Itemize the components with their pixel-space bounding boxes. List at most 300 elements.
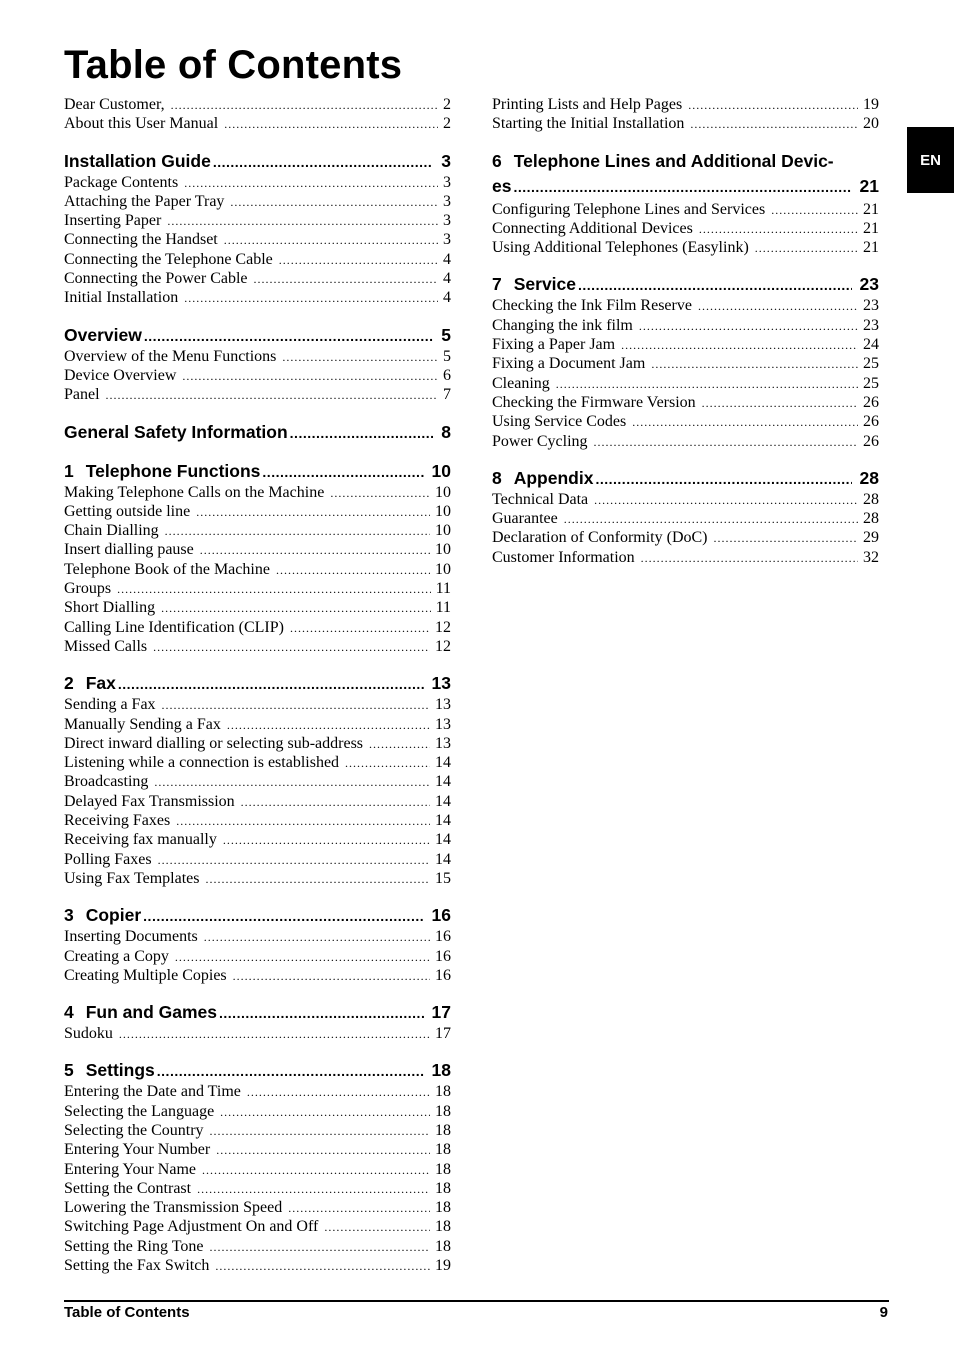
- toc-section-heading[interactable]: [492, 149, 879, 200]
- toc-entry[interactable]: [492, 528, 879, 547]
- toc-entry-title: Telephone Book of the Machine: [64, 560, 270, 578]
- toc-page-number: 3: [443, 192, 451, 210]
- toc-page-number: 4: [443, 289, 451, 307]
- toc-page-number: 11: [435, 599, 451, 617]
- toc-section-heading[interactable]: [64, 903, 451, 927]
- toc-section-heading[interactable]: [64, 671, 451, 695]
- toc-page-number: 16: [435, 947, 451, 965]
- toc-entry-title: Overview of the Menu Functions: [64, 347, 277, 365]
- toc-dot-leader: [690, 115, 858, 134]
- toc-dot-leader: [162, 696, 430, 715]
- toc-section-number: 6: [492, 150, 502, 171]
- toc-entry-title: Groups: [64, 580, 112, 598]
- toc-page-number: 16: [431, 905, 451, 926]
- toc-heading-title: Fun and Games: [85, 1002, 218, 1023]
- toc-entry[interactable]: [64, 385, 451, 404]
- toc-heading-title: Installation Guide: [64, 150, 211, 171]
- toc-entry[interactable]: [64, 811, 451, 830]
- toc-entry[interactable]: [64, 869, 451, 888]
- toc-entry[interactable]: [492, 393, 879, 412]
- toc-dot-leader: [117, 580, 430, 599]
- toc-entry[interactable]: [492, 238, 879, 257]
- toc-entry-title: Entering Your Name: [64, 1160, 196, 1178]
- toc-section-heading[interactable]: [492, 272, 879, 296]
- toc-page-number: 28: [863, 490, 879, 508]
- toc-entry-title: Sending a Fax: [64, 696, 156, 714]
- toc-page-number: 14: [435, 850, 451, 868]
- toc-entry[interactable]: [492, 354, 879, 373]
- toc-dot-leader: [119, 1025, 430, 1044]
- toc-dot-leader: [184, 289, 438, 308]
- toc-dot-leader: [594, 433, 858, 452]
- toc-entry-title: Switching Page Adjustment On and Off: [64, 1218, 319, 1236]
- toc-heading-line: [492, 174, 879, 200]
- toc-page-number: 6: [443, 366, 451, 384]
- toc-entry-title: Panel: [64, 386, 100, 404]
- toc-page-number: 11: [435, 580, 451, 598]
- toc-dot-leader: [594, 491, 858, 510]
- toc-dot-leader: [210, 1122, 430, 1141]
- toc-entry[interactable]: [64, 753, 451, 772]
- toc-page-number: 18: [435, 1199, 451, 1217]
- toc-entry-title: Using Fax Templates: [64, 869, 200, 887]
- toc-entry[interactable]: [64, 927, 451, 946]
- toc-entry[interactable]: [64, 1140, 451, 1159]
- toc-page-number: 21: [859, 175, 879, 196]
- toc-page-number: 23: [859, 274, 879, 295]
- toc-page-number: 21: [863, 219, 879, 237]
- toc-dot-leader: [288, 1199, 430, 1218]
- toc-dot-leader: [330, 484, 430, 503]
- toc-page-number: 23: [863, 316, 879, 334]
- toc-entry[interactable]: [492, 490, 879, 509]
- toc-dot-leader: [262, 460, 423, 484]
- toc-entry-title: Chain Dialling: [64, 522, 159, 540]
- toc-dot-leader: [290, 619, 430, 638]
- toc-page-number: 5: [441, 324, 451, 345]
- toc-page-number: 23: [863, 297, 879, 315]
- toc-dot-leader: [220, 1103, 430, 1122]
- toc-section-heading[interactable]: [64, 459, 451, 483]
- toc-page-number: 29: [863, 529, 879, 547]
- toc-page-number: 18: [435, 1179, 451, 1197]
- toc-page-number: 10: [435, 483, 451, 501]
- toc-page-number: 25: [863, 355, 879, 373]
- toc-entry[interactable]: [64, 618, 451, 637]
- page-title: Table of Contents: [64, 43, 403, 87]
- toc-entry-title: Customer Information: [492, 548, 635, 566]
- toc-heading-title: Telephone Lines and Additional Devic-: [513, 150, 834, 171]
- toc-entry-title: Selecting the Country: [64, 1121, 204, 1139]
- toc-page-number: 13: [431, 673, 451, 694]
- toc-page-number: 10: [435, 522, 451, 540]
- toc-entry-title: Guarantee: [492, 510, 558, 528]
- footer-label: Table of Contents: [64, 1304, 190, 1321]
- toc-left-column: [64, 95, 451, 1275]
- toc-dot-leader: [621, 336, 858, 355]
- toc-page-number: 15: [435, 869, 451, 887]
- toc-heading-title: Copier: [85, 905, 142, 926]
- toc-entry-title: Declaration of Conformity (DoC): [492, 529, 708, 547]
- toc-dot-leader: [233, 967, 430, 986]
- toc-entry-title: Receiving fax manually: [64, 831, 217, 849]
- toc-entry[interactable]: [64, 792, 451, 811]
- toc-dot-leader: [209, 1238, 430, 1257]
- toc-page-number: 14: [435, 754, 451, 772]
- toc-dot-leader: [200, 541, 430, 560]
- toc-entry[interactable]: [64, 1237, 451, 1256]
- toc-entry-title: Missed Calls: [64, 637, 148, 655]
- toc-dot-leader: [324, 1218, 430, 1237]
- footer-divider: [64, 1300, 889, 1302]
- toc-dot-leader: [276, 561, 430, 580]
- toc-page-number: 26: [863, 432, 879, 450]
- toc-heading-title: Appendix: [513, 467, 594, 488]
- toc-page-number: 5: [443, 347, 451, 365]
- toc-entry-title: Short Dialling: [64, 599, 156, 617]
- toc-entry[interactable]: [64, 695, 451, 714]
- toc-entry-title: Polling Faxes: [64, 850, 152, 868]
- toc-entry[interactable]: [492, 296, 879, 315]
- toc-page-number: 2: [443, 96, 451, 113]
- toc-entry-title: Insert dialling pause: [64, 541, 194, 559]
- toc-entry[interactable]: [64, 1217, 451, 1236]
- toc-entry[interactable]: [492, 200, 879, 219]
- toc-page-number: 14: [435, 831, 451, 849]
- toc-entry-title: Fixing a Document Jam: [492, 355, 646, 373]
- toc-entry[interactable]: [64, 1082, 451, 1101]
- toc-dot-leader: [175, 948, 430, 967]
- toc-dot-leader: [651, 355, 858, 374]
- toc-page-number: 2: [443, 115, 451, 133]
- toc-page-number: 19: [435, 1257, 451, 1275]
- toc-page-number: 14: [435, 792, 451, 810]
- toc-section-heading[interactable]: [492, 466, 879, 490]
- toc-entry[interactable]: [64, 850, 451, 869]
- toc-page-number: 10: [435, 541, 451, 559]
- toc-page-number: 17: [435, 1025, 451, 1043]
- toc-section-heading[interactable]: [64, 420, 451, 444]
- toc-entry[interactable]: [64, 540, 451, 559]
- toc-entry[interactable]: [64, 715, 451, 734]
- toc-dot-leader: [230, 193, 438, 212]
- toc-heading-line: [492, 149, 879, 174]
- toc-dot-leader: [224, 231, 438, 250]
- toc-dot-leader: [215, 1257, 430, 1276]
- toc-entry-title: Delayed Fax Transmission: [64, 792, 235, 810]
- toc-section-heading[interactable]: [64, 1000, 451, 1024]
- toc-page-number: 18: [435, 1083, 451, 1101]
- toc-entry[interactable]: [64, 250, 451, 269]
- toc-page-number: 32: [863, 548, 879, 566]
- toc-page-number: 8: [441, 421, 451, 442]
- toc-section-number: 5: [64, 1060, 74, 1081]
- toc-page-number: 13: [435, 696, 451, 714]
- toc-section-heading[interactable]: [64, 1058, 451, 1082]
- toc-right-column: [492, 95, 879, 567]
- toc-entry-title: Power Cycling: [492, 432, 588, 450]
- toc-entry-title: Direct inward dialling or selecting sub-address: [64, 734, 364, 752]
- toc-dot-leader: [595, 467, 851, 491]
- toc-entry-title: Fixing a Paper Jam: [492, 336, 616, 354]
- toc-page-number: 16: [435, 966, 451, 984]
- toc-entry-title: Sudoku: [64, 1025, 113, 1043]
- toc-entry-title: Creating Multiple Copies: [64, 966, 227, 984]
- toc-dot-leader: [513, 175, 851, 200]
- toc-dot-leader: [578, 273, 852, 297]
- toc-dot-leader: [714, 529, 859, 548]
- toc-page-number: 4: [443, 250, 451, 268]
- toc-entry-title: Checking the Firmware Version: [492, 393, 696, 411]
- toc-dot-leader: [223, 831, 430, 850]
- toc-heading-title: Service: [513, 274, 577, 295]
- toc-entry[interactable]: [64, 1160, 451, 1179]
- toc-dot-leader: [197, 1180, 430, 1199]
- toc-heading-title: General Safety Information: [64, 421, 288, 442]
- toc-section-number: 8: [492, 467, 502, 488]
- toc-page-number: 14: [435, 773, 451, 791]
- toc-dot-leader: [154, 773, 430, 792]
- toc-section-number: 7: [492, 274, 502, 295]
- toc-entry-title: Entering the Date and Time: [64, 1083, 241, 1101]
- toc-dot-leader: [771, 201, 858, 220]
- toc-dot-leader: [227, 716, 430, 735]
- toc-page-number: 13: [435, 734, 451, 752]
- toc-entry[interactable]: [64, 734, 451, 753]
- toc-entry[interactable]: [64, 947, 451, 966]
- toc-entry-title: Setting the Fax Switch: [64, 1257, 210, 1275]
- toc-entry[interactable]: [492, 548, 879, 567]
- toc-page-number: 25: [863, 374, 879, 392]
- toc-page-number: 14: [435, 812, 451, 830]
- toc-entry[interactable]: [64, 598, 451, 617]
- toc-dot-leader: [106, 386, 438, 405]
- toc-entry-title: Printing Lists and Help Pages: [492, 96, 683, 113]
- toc-entry-title: Calling Line Identification (CLIP): [64, 618, 284, 636]
- toc-dot-leader: [213, 150, 433, 174]
- toc-dot-leader: [282, 348, 438, 367]
- toc-dot-leader: [702, 394, 858, 413]
- toc-entry-title: Selecting the Language: [64, 1102, 215, 1120]
- toc-entry[interactable]: [64, 1198, 451, 1217]
- toc-page-number: 12: [435, 618, 451, 636]
- toc-section-number: 3: [64, 905, 74, 926]
- toc-page-number: 3: [443, 212, 451, 230]
- toc-entry-title: Inserting Documents: [64, 928, 198, 946]
- toc-page-number: 10: [431, 460, 451, 481]
- toc-dot-leader: [216, 1141, 430, 1160]
- toc-dot-leader: [564, 510, 858, 529]
- toc-entry-title: Technical Data: [492, 490, 589, 508]
- toc-dot-leader: [279, 251, 438, 270]
- toc-dot-leader: [143, 904, 423, 928]
- toc-entry[interactable]: [64, 1256, 451, 1275]
- toc-page-number: 24: [863, 336, 879, 354]
- toc-page-number: 21: [863, 239, 879, 257]
- toc-entry[interactable]: [64, 230, 451, 249]
- toc-entry-title: Connecting the Telephone Cable: [64, 250, 273, 268]
- toc-entry[interactable]: [492, 219, 879, 238]
- toc-entry-title: About this User Manual: [64, 115, 219, 133]
- toc-entry[interactable]: [64, 211, 451, 230]
- toc-entry-title: Getting outside line: [64, 502, 191, 520]
- toc-entry-title: Configuring Telephone Lines and Services: [492, 200, 766, 218]
- toc-page-number: 4: [443, 270, 451, 288]
- toc-entry[interactable]: [64, 288, 451, 307]
- toc-heading-title: Fax: [85, 673, 116, 694]
- toc-entry-title: Attaching the Paper Tray: [64, 192, 225, 210]
- toc-heading-title: Overview: [64, 324, 142, 345]
- toc-entry-title: Package Contents: [64, 173, 179, 191]
- toc-entry[interactable]: [64, 966, 451, 985]
- toc-dot-leader: [161, 599, 430, 618]
- toc-page-number: 18: [435, 1160, 451, 1178]
- toc-section-heading[interactable]: [64, 323, 451, 347]
- toc-entry[interactable]: [64, 1102, 451, 1121]
- toc-page-number: 21: [863, 200, 879, 218]
- toc-entry[interactable]: [492, 412, 879, 431]
- toc-dot-leader: [184, 174, 438, 193]
- toc-entry[interactable]: [64, 269, 451, 288]
- toc-entry[interactable]: [492, 316, 879, 335]
- toc-dot-leader: [205, 870, 430, 889]
- toc-entry-title: Dear Customer,: [64, 96, 165, 113]
- toc-entry[interactable]: [492, 432, 879, 451]
- toc-dot-leader: [755, 239, 858, 258]
- toc-dot-leader: [241, 793, 430, 812]
- toc-page-number: 26: [863, 393, 879, 411]
- toc-dot-leader: [699, 220, 858, 239]
- toc-entry[interactable]: [64, 502, 451, 521]
- toc-entry-title: Initial Installation: [64, 289, 179, 307]
- toc-dot-leader: [204, 928, 430, 947]
- toc-entry[interactable]: [64, 366, 451, 385]
- language-tab: EN: [907, 127, 954, 193]
- toc-page-number: 26: [863, 413, 879, 431]
- toc-entry[interactable]: [64, 347, 451, 366]
- toc-page-number: 16: [435, 928, 451, 946]
- toc-page-number: 20: [863, 115, 879, 133]
- toc-entry[interactable]: [64, 579, 451, 598]
- toc-section-heading[interactable]: [64, 149, 451, 173]
- toc-dot-leader: [167, 212, 438, 231]
- toc-page-number: 18: [435, 1141, 451, 1159]
- toc-entry-title: Connecting the Power Cable: [64, 270, 248, 288]
- toc-entry[interactable]: [64, 114, 451, 133]
- toc-page-number: 10: [435, 560, 451, 578]
- toc-entry-title: Connecting the Handset: [64, 231, 218, 249]
- toc-page-number: 7: [443, 386, 451, 404]
- toc-entry-title: Changing the ink film: [492, 316, 633, 334]
- toc-entry-title: Receiving Faxes: [64, 812, 171, 830]
- toc-entry-title: Using Service Codes: [492, 413, 627, 431]
- toc-dot-leader: [698, 297, 858, 316]
- toc-dot-leader: [641, 549, 858, 568]
- toc-entry-title: Setting the Ring Tone: [64, 1237, 204, 1255]
- toc-entry-title: Entering Your Number: [64, 1141, 211, 1159]
- toc-page-number: 18: [435, 1237, 451, 1255]
- toc-heading-title: Telephone Functions: [85, 460, 261, 481]
- toc-page-number: 3: [441, 150, 451, 171]
- toc-dot-leader: [254, 270, 438, 289]
- toc-entry[interactable]: [492, 95, 879, 114]
- toc-section-number: 4: [64, 1002, 74, 1023]
- toc-section-number: 2: [64, 673, 74, 694]
- toc-entry[interactable]: [64, 1179, 451, 1198]
- toc-heading-title-continued: es: [492, 175, 512, 196]
- toc-dot-leader: [247, 1083, 430, 1102]
- toc-entry-title: Creating a Copy: [64, 947, 169, 965]
- toc-dot-leader: [369, 735, 430, 754]
- toc-dot-leader: [639, 317, 858, 336]
- toc-dot-leader: [224, 115, 438, 134]
- toc-page-number: 18: [435, 1121, 451, 1139]
- toc-entry[interactable]: [492, 114, 879, 133]
- toc-entry-title: Using Additional Telephones (Easylink): [492, 239, 749, 257]
- toc-entry[interactable]: [64, 173, 451, 192]
- toc-entry-title: Inserting Paper: [64, 212, 162, 230]
- toc-dot-leader: [202, 1161, 430, 1180]
- toc-dot-leader: [345, 754, 430, 773]
- toc-entry[interactable]: [64, 192, 451, 211]
- toc-dot-leader: [632, 413, 858, 432]
- toc-entry-title: Making Telephone Calls on the Machine: [64, 483, 325, 501]
- toc-entry[interactable]: [492, 509, 879, 528]
- toc-entry[interactable]: [492, 335, 879, 354]
- toc-entry[interactable]: [64, 830, 451, 849]
- toc-entry-title: Broadcasting: [64, 773, 149, 791]
- toc-entry[interactable]: [64, 483, 451, 502]
- toc-dot-leader: [158, 851, 430, 870]
- toc-dot-leader: [196, 503, 430, 522]
- toc-entry-title: Listening while a connection is established: [64, 754, 340, 772]
- toc-entry[interactable]: [64, 637, 451, 656]
- toc-dot-leader: [144, 324, 433, 348]
- toc-page-number: 18: [435, 1218, 451, 1236]
- toc-page-number: 28: [859, 467, 879, 488]
- toc-dot-leader: [118, 672, 424, 696]
- toc-dot-leader: [153, 638, 430, 657]
- toc-dot-leader: [688, 96, 858, 115]
- toc-dot-leader: [157, 1059, 424, 1083]
- toc-entry[interactable]: [64, 95, 451, 114]
- toc-page-number: 17: [431, 1002, 451, 1023]
- toc-page-number: 28: [863, 510, 879, 528]
- toc-entry-title: Connecting Additional Devices: [492, 219, 693, 237]
- toc-entry[interactable]: [64, 560, 451, 579]
- toc-page-number: 19: [863, 96, 879, 113]
- toc-entry[interactable]: [492, 374, 879, 393]
- toc-page-number: 18: [435, 1102, 451, 1120]
- toc-entry-title: Setting the Contrast: [64, 1179, 192, 1197]
- toc-entry[interactable]: [64, 521, 451, 540]
- toc-section-number: 1: [64, 460, 74, 481]
- toc-dot-leader: [165, 522, 430, 541]
- toc-entry-title: Cleaning: [492, 374, 550, 392]
- toc-entry[interactable]: [64, 772, 451, 791]
- toc-entry-title: Checking the Ink Film Reserve: [492, 297, 692, 315]
- toc-entry-title: Starting the Initial Installation: [492, 115, 685, 133]
- toc-dot-leader: [556, 375, 858, 394]
- toc-entry-title: Manually Sending a Fax: [64, 715, 221, 733]
- toc-entry[interactable]: [64, 1121, 451, 1140]
- toc-dot-leader: [219, 1001, 424, 1025]
- toc-entry-title: Device Overview: [64, 366, 177, 384]
- toc-page-number: 3: [443, 173, 451, 191]
- toc-page-number: 13: [435, 715, 451, 733]
- toc-dot-leader: [171, 96, 438, 115]
- toc-entry[interactable]: [64, 1024, 451, 1043]
